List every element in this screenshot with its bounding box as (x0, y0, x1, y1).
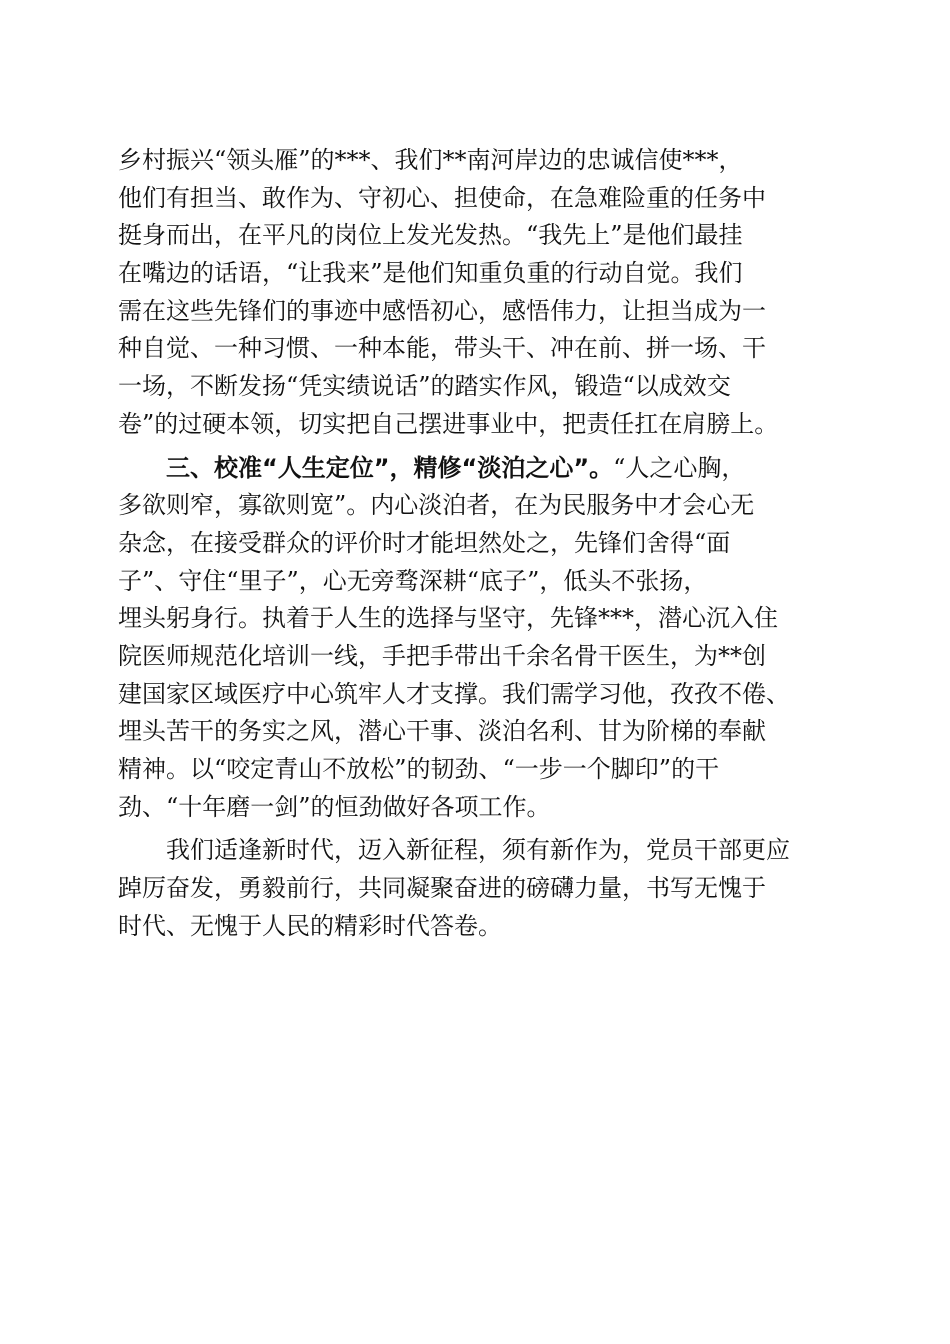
document-body (118, 142, 848, 945)
paragraph-2 (118, 450, 848, 827)
text-line: 他们有担当、敢作为、守初心、担使命，在急难险重的任务中 (118, 183, 766, 212)
text-line: 劲、“十年磨一剑”的恒劲做好各项工作。 (118, 792, 551, 821)
text-line: 建国家区域医疗中心筑牢人才支撑。我们需学习他，孜孜不倦、 (118, 679, 790, 708)
text-line: 挺身而出，在平凡的岗位上发光发热。“我先上”是他们最挂 (118, 221, 743, 250)
section-heading-line (118, 450, 848, 488)
text-line: 杂念，在接受群众的评价时才能坦然处之，先锋们舍得“面 (118, 528, 731, 557)
text-line: 乡村振兴“领头雁”的***、我们**南河岸边的忠诚信使***， (118, 146, 743, 174)
text-line: 埋头躬身行。执着于人生的选择与坚守，先锋***，潜心沉入住 (118, 604, 778, 633)
text-line: 院医师规范化培训一线，手把手带出千余名骨干医生，为**创 (118, 641, 766, 670)
paragraph-3 (118, 832, 848, 945)
text-line: 卷”的过硬本领，切实把自己摆进事业中，把责任扛在肩膀上。 (118, 409, 779, 438)
text-line: 踔厉奋发，勇毅前行，共同凝聚奋进的磅礴力量，书写无愧于 (118, 874, 766, 903)
text-line: 子”、守住“里子”，心无旁骛深耕“底子”，低头不张扬， (118, 566, 708, 595)
text-line: 精神。以“咬定青山不放松”的韧劲、“一步一个脚印”的干 (118, 755, 720, 783)
text-line: 种自觉、一种习惯、一种本能，带头干、冲在前、拼一场、干 (118, 334, 766, 363)
heading-line-rest: “人之心胸， (613, 453, 746, 482)
section-heading: 三、校准“人生定位”，精修“淡泊之心”。 (166, 453, 614, 482)
text-line: 时代、无愧于人民的精彩时代答卷。 (118, 911, 502, 940)
paragraph-1 (118, 142, 848, 444)
text-line: 我们适逢新时代，迈入新征程，须有新作为，党员干部更应 (166, 836, 790, 865)
text-line: 在嘴边的话语，“让我来”是他们知重负重的行动自觉。我们 (118, 259, 743, 288)
text-line: 多欲则窄，寡欲则宽”。内心淡泊者，在为民服务中才会心无 (118, 491, 755, 520)
text-line: 需在这些先锋们的事迹中感悟初心，感悟伟力，让担当成为一 (118, 296, 766, 325)
text-line: 一场，不断发扬“凭实绩说话”的踏实作风，锻造“以成效交 (118, 372, 731, 401)
text-line: 埋头苦干的务实之风，潜心干事、淡泊名利、甘为阶梯的奉献 (118, 717, 766, 746)
